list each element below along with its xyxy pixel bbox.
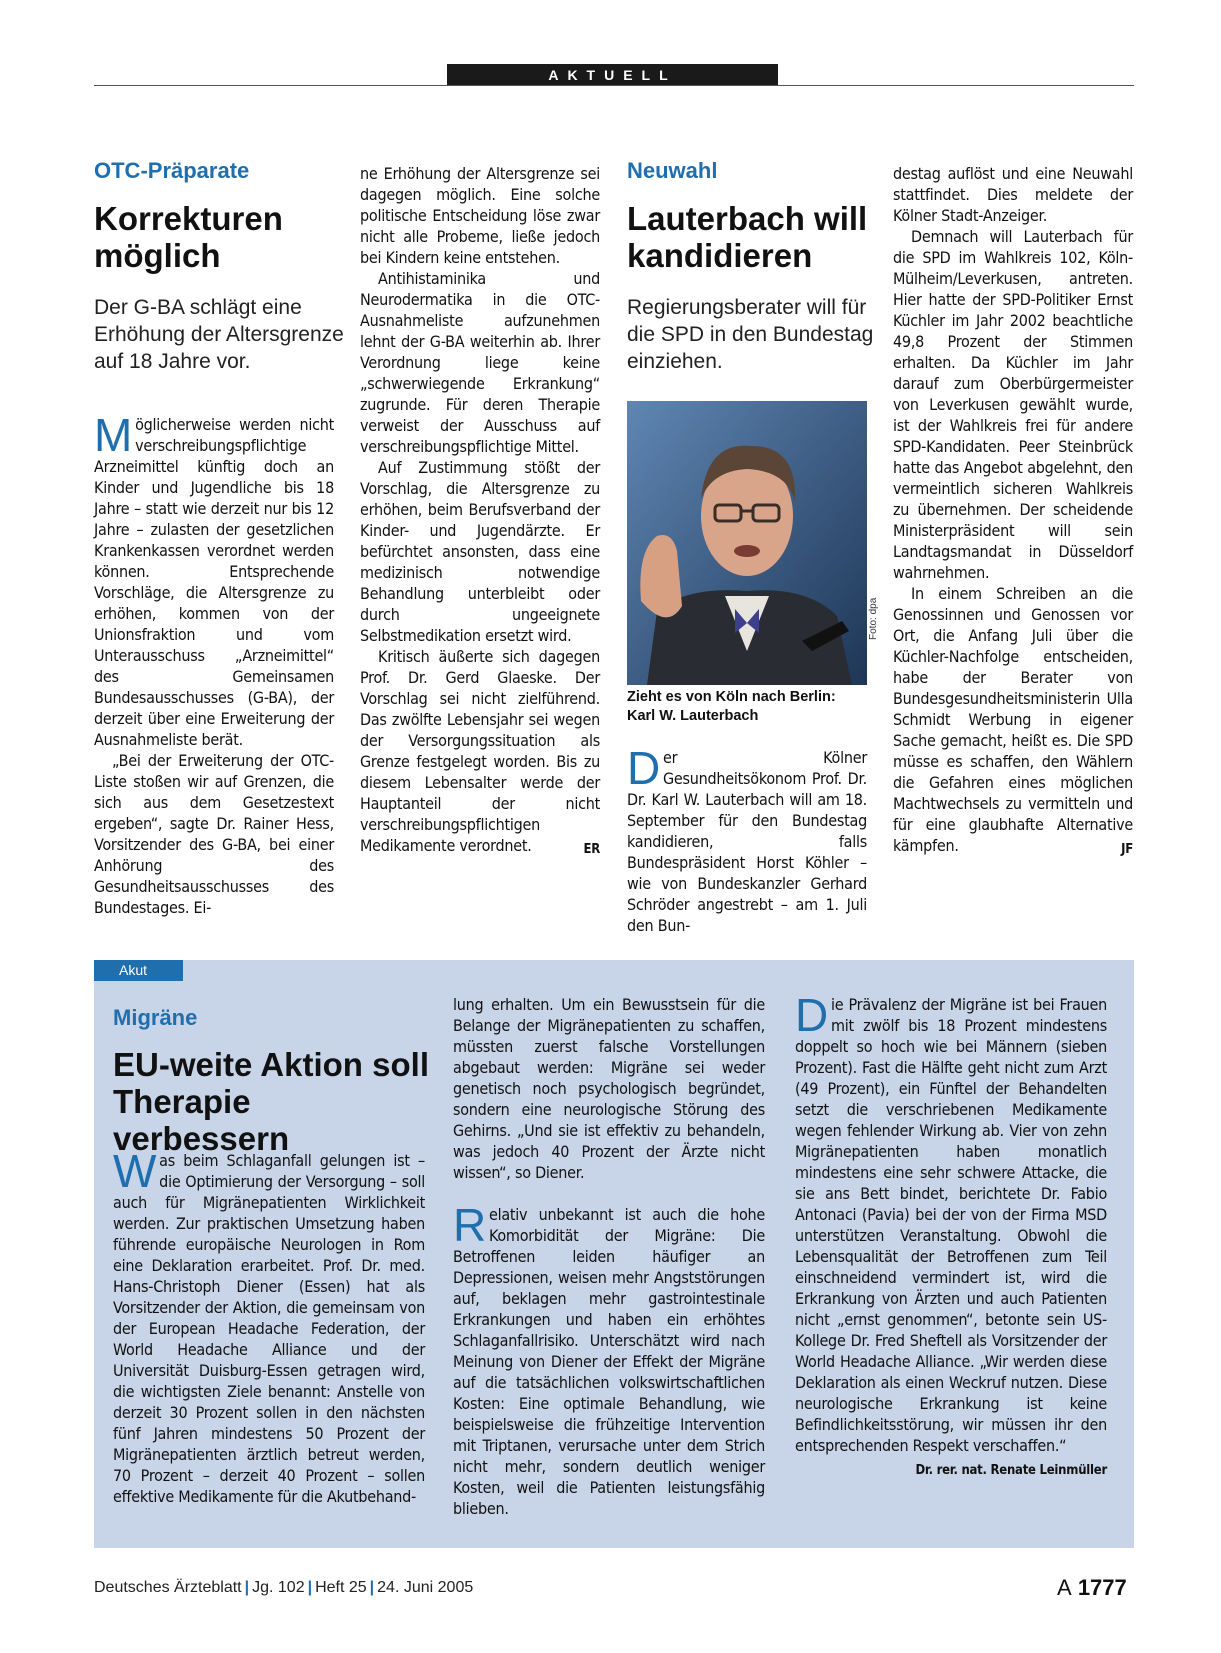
photo-caption: Zieht es von Köln nach Berlin: Karl W. Lauterbach (627, 689, 836, 724)
dropcap: D (795, 989, 828, 1041)
volume: Jg. 102 (252, 1579, 305, 1596)
footer (94, 1579, 473, 1597)
article3-title: EU-weite Aktion soll Therapie verbessern (113, 1046, 429, 1157)
separator: | (244, 1579, 250, 1596)
article2-column-1 (627, 742, 867, 936)
paragraph: Kritisch äußerte sich dagegen Prof. Dr. Gerd Glaeske. Der Vorschlag sei nicht zielführend. Das zwölfte Lebensjahr sei wegen der Versorgungssituation als Grenze festgelegt worden. Bis zu diesem Lebensalter werde der Hauptanteil der nicht verschreibungspflichtigen Medikamente verordnet. ER (360, 646, 600, 856)
page-number: A 1777 (1057, 1575, 1127, 1600)
article1-signature: ER (583, 842, 600, 857)
paragraph: Möglicherweise werden nicht verschreibungspflichtige Arzneimittel künftig doch an Kinder und Jugendliche bis 18 Jahre – statt wie derzeit nur bis 12 Jahre – zulasten der gesetzlichen Krankenkassen verordnet werden können. Entsprechende Vorschläge, die Altersgrenze zu erhöhen, kommen von der Unionsfraktion und vom Unterausschuss „Arzneimittel“ des Gemeinsamen Bundesausschusses (G-BA), der derzeit über eine Erweiterung der Ausnahmeliste berät. (94, 409, 334, 749)
separator: | (307, 1579, 313, 1596)
article2-title: Lauterbach will kandidieren (627, 200, 868, 274)
article1-kicker: OTC-Präparate (94, 158, 250, 183)
article3-column-2 (453, 994, 765, 1519)
dropcap: R (453, 1199, 486, 1251)
paragraph: „Bei der Erweiterung der OTC-Liste stoßen wir auf Grenzen, die sich aus dem Gesetzestext ergeben“, sagte Dr. Rainer Hess, Vorsitzender des G-BA, bei einer Anhörung des Gesundheitsausschusses des Bundestages. Ei- (94, 751, 334, 917)
article1-column-2 (360, 163, 600, 860)
article2-column-2 (893, 163, 1133, 860)
article1-column-1 (94, 409, 334, 918)
separator: | (369, 1579, 375, 1596)
article3-signature: Dr. rer. nat. Renate Leinmüller (915, 1463, 1107, 1478)
dropcap: D (627, 742, 660, 794)
paragraph: Was beim Schlaganfall gelungen ist – die Optimierung der Versorgung – soll auch für Migränepatienten Wirklichkeit werden. Zur praktischen Umsetzung haben führende europäische Neurologen in Rom eine Deklaration erarbeitet. Prof. Dr. med. Hans-Christoph Diener (Essen) hat als Vorsitzender der Aktion, die gemeinsam von der European Headache Federation, der World Headache Alliance und der Universität Duisburg-Essen getragen wird, die wichtigsten Ziele benannt: Anstelle von derzeit 30 Prozent sollen in den nächsten fünf Jahren mindestens 50 Prozent der Migränepatienten ärztlich betreut werden, 70 Prozent – derzeit 40 Prozent – sollen effektive Medikamente für die Akutbehand- (113, 1145, 425, 1506)
paragraph: ne Erhöhung der Altersgrenze sei dagegen möglich. Eine solche politische Entscheidung löse zwar nicht alle Probeme, ließe jedoch bei Kindern keine entstehen. (360, 164, 600, 267)
issue-date: 24. Juni 2005 (377, 1579, 474, 1596)
paragraph: lung erhalten. Um ein Bewusstsein für die Belange der Migränepatienten zu schaffen, müssten zuerst falsche Vorstellungen abgebaut werden: Migräne sei weder genetisch noch psychologisch begründet, sondern eine neurologische Störung des Gehirns. „Und sie ist effektiv zu behandeln, was jedoch 40 Prozent der Ärzte nicht wissen“, so Diener. (453, 995, 765, 1182)
article3-column-3 (795, 989, 1107, 1481)
paragraph: Die Prävalenz der Migräne ist bei Frauen mit zwölf bis 18 Prozent mindestens doppelt so hoch wie bei Männern (sieben Prozent). Fast die Hälfte geht nicht zum Arzt (49 Prozent), ein Fünftel der Behandelten setzt die verschriebenen Medikamente wegen fehlender Wirkung ab. Vier von zehn Migränepatienten haben monatlich mindestens eine sehr schwere Attacke, die sie ans Bett bindet, berichtete Dr. Fabio Antonaci (Pavia) bei der von der Firma MSD unterstützen Veranstaltung. Obwohl die Lebensqualität der Betroffenen zum Teil einschneidend vermindert ist, wird die Erkrankung von Ärzten und auch Patienten nicht „ernst genommen“, betonte sein US-Kollege Dr. Fred Sheftell als Vorsitzender der World Headache Alliance. „Wir werden diese Deklaration als einen Weckruf nutzen. Diese neurologische Erkrankung ist keine Befindlichkeitsstörung, wir müssen ihr den entsprechenden Respekt verschaffen.“ Dr. rer. nat. Renate Leinmüller (795, 994, 1107, 1456)
article3-kicker: Migräne (113, 1005, 198, 1030)
issue: Heft 25 (315, 1579, 367, 1596)
paragraph: Demnach will Lauterbach für die SPD im Wahlkreis 102, Köln-Mülheim/Leverkusen, antreten. Hier hatte der SPD-Politiker Ernst Küchler im Jahr 2002 beachtliche 49,8 Prozent der Stimmen erhalten. Da Küchler im Jahr darauf zum Oberbürgermeister von Leverkusen gewählt wurde, ist der Wahlkreis frei für andere SPD-Kandidaten. Peer Steinbrück hatte das Angebot abgelehnt, den vermeintlich sicheren Wahlkreis zu übernehmen. Der scheidende Ministerpräsident will sein Landtagsmandat in Düsseldorf wahrnehmen. (893, 227, 1133, 582)
paragraph: Relativ unbekannt ist auch die hohe Komorbidität der Migräne: Die Betroffenen leiden häufiger an Depressionen, weisen mehr Angststörungen auf, beklagen mehr gastrointestinale Erkrankungen und haben ein erhöhtes Schlaganfallrisiko. Unterschätzt wird nach Meinung von Diener der Effekt der Migräne auf die tatsächlichen volkswirtschaftlichen Kosten: Eine optimale Behandlung, wie beispielsweise die frühzeitige Intervention mit Triptanen, verursache unter dem Strich nicht mehr, sondern deutlich weniger Kosten, weil die Patienten leistungsfähig blieben. (453, 1199, 765, 1518)
dropcap: W (113, 1145, 157, 1197)
akut-tag: Akut (94, 960, 183, 981)
journal-name: Deutsches Ärzteblatt (94, 1579, 242, 1596)
paragraph: Auf Zustimmung stößt der Vorschlag, die Altersgrenze zu erhöhen, beim Berufsverband der Kinder- und Jugendärzte. Er befürchtet ansonsten, dass eine medizinisch notwendige Behandlung unterbleibt oder durch ungeeignete Selbstmedikation ersetzt wird. (360, 458, 600, 645)
article3-column-1 (113, 1145, 425, 1507)
article1-title: Korrekturen möglich (94, 200, 283, 274)
header-rule (94, 85, 1134, 86)
article1-lead: Der G-BA schlägt eine Erhöhung der Altersgrenze auf 18 Jahre vor. (94, 296, 344, 373)
portrait-photo (627, 401, 867, 685)
paragraph: Antihistaminika und Neurodermatika in die OTC-Ausnahmeliste aufzunehmen lehnt der G-BA weiterhin ab. Ihrer Verordnung liege keine „schwerwiegende Erkrankung“ zugrunde. Für deren Therapie verweist der Ausschuss auf verschreibungspflichtige Mittel. (360, 269, 600, 456)
section-header: AKTUELL (447, 64, 778, 86)
article2-signature: JF (1121, 842, 1133, 857)
paragraph: In einem Schreiben an die Genossinnen und Genossen vor Ort, die Anfang Juli über die Küchler-Nachfolge entscheiden, habe der Berater von Bundesgesundheitsministerin Ulla Schmidt Werbung in eigener Sache gemacht, heißt es. Die SPD müsse es schaffen, den Wählern die Gefahren eines möglichen Machtwechsels zu vermitteln und für eine glaubhafte Alternative kämpfen. JF (893, 583, 1133, 856)
paragraph: Der Kölner Gesundheitsökonom Prof. Dr. Dr. Karl W. Lauterbach will am 18. September für den Bundestag kandidieren, falls Bundespräsident Horst Köhler – wie von Bundeskanzler Gerhard Schröder angestrebt – am 1. Juli den Bun- (627, 742, 867, 935)
article2-kicker: Neuwahl (627, 158, 718, 183)
dropcap: M (94, 409, 133, 461)
portrait-illustration (627, 401, 867, 685)
article2-lead: Regierungsberater will für die SPD in den Bundestag einziehen. (627, 296, 874, 373)
photo-credit: Foto: dpa (868, 597, 879, 640)
paragraph: destag auflöst und eine Neuwahl stattfindet. Dies meldete der Kölner Stadt-Anzeiger. (893, 164, 1133, 225)
